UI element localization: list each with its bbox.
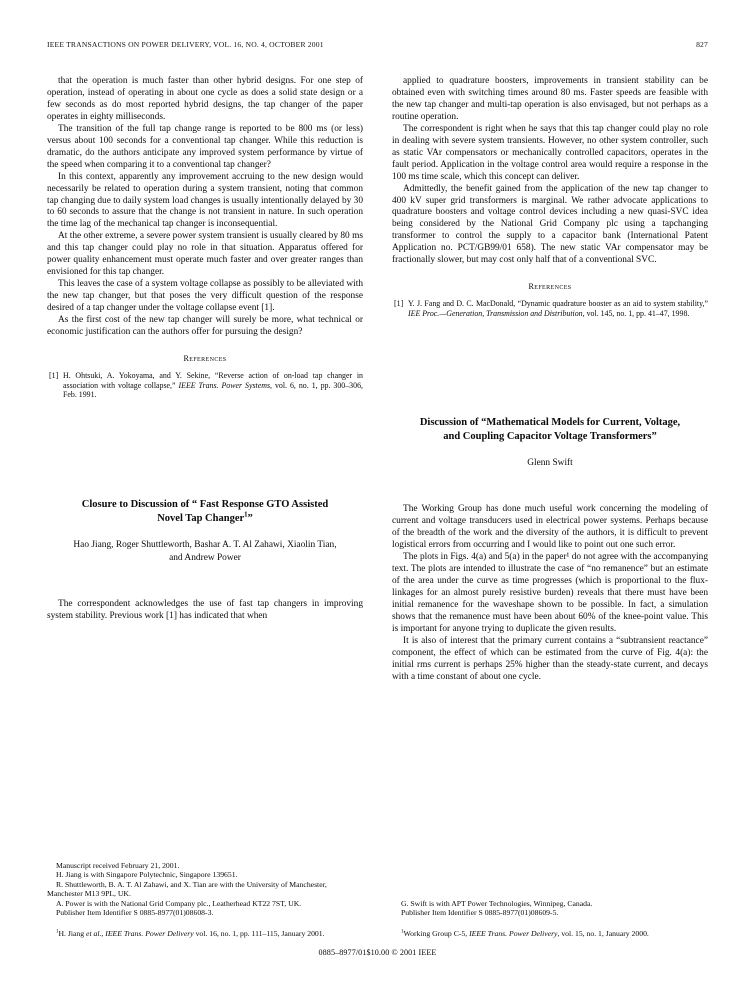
numbered-footnote-marker: 1 <box>56 928 59 934</box>
numbered-footnote-part: , vol. 15, no. 1, January 2000. <box>557 928 649 938</box>
numbered-footnote <box>392 929 708 939</box>
left-column-footnotes <box>47 861 363 939</box>
footnote-line: Publisher Item Identifier S 0885-8977(01)08608-3. <box>56 908 214 917</box>
paragraph: It is also of interest that the primary current contains a “subtransient reactance” component, the effect of which can be estimated from the curve of Fig. 4(a): the initial rms current is perhaps 25% higher than the steady-state current, and decays with a time constant of about one cycle. <box>392 635 708 682</box>
reference-item <box>392 299 708 318</box>
numbered-footnote-part: H. Jiang <box>58 928 87 938</box>
paragraph: that the operation is much faster than other hybrid designs. For one step of operation, instead of operating in about one cycle as does a solid state design or a few seconds as do most reported hybrid designs, the tap changer of the paper operates in eighty milliseconds. <box>47 76 363 122</box>
numbered-footnote-marker: 1 <box>401 928 404 934</box>
right-column-content <box>392 76 708 684</box>
two-column-body <box>47 76 708 938</box>
numbered-footnote-italic: et al. <box>86 928 102 938</box>
reference-text <box>408 299 708 318</box>
right-column-footnotes <box>392 899 708 939</box>
reference-item <box>47 371 363 400</box>
reference-text-part: H. Ohtsuki, A. Yokoyama, and Y. Sekine, “Reverse action of on-load tap changer in association with voltage collapse,” <box>63 370 363 390</box>
paragraph: As the first cost of the new tap changer will surely be more, what technical or economic justification can the authors offer for pursuing the design? <box>47 315 363 338</box>
references-heading: References <box>528 282 572 292</box>
reference-number: [1] <box>49 370 59 380</box>
paragraph: This leaves the case of a system voltage collapse as possibly to be alleviated with the new tap changer, but that poses the very difficult question of the response desired of a tap changer under the voltage collapse event [1]. <box>47 279 363 314</box>
reference-text-part: , vol. 145, no. 1, pp. 41–47, 1998. <box>582 308 690 318</box>
vertical-spacer <box>392 320 708 416</box>
paragraph: The plots in Figs. 4(a) and 5(a) in the paper¹ do not agree with the accompanying text. The plots are intended to illustrate the case of “no remanence” but an estimate of the area under the curve as time progresses (which is proportional to the flux-linkages for an almost purely resistive burden) reveals that there must have been initial remanence for the waveshape shown to be possible. In fact, a simulation shows that the remanence must have been about 60% of the knee-point value. This is important for anyone trying to duplicate the given results. <box>392 552 708 634</box>
closure-title-line-1: Closure to Discussion of “ Fast Response GTO Assisted <box>81 498 329 510</box>
numbered-footnote-italic: IEEE Trans. Power Delivery <box>469 928 558 938</box>
paragraph: The correspondent is right when he says that this tap changer could play no role in dealing with severe system transients. However, no other system controller, such as static VAr compensators or mechanically controlled capacitors, operates in the fault period. Application in the voltage control area would require a response in the 100 ms time scale, which this concept can deliver. <box>392 123 708 182</box>
reference-list <box>392 299 708 318</box>
footnote-line: H. Jiang is with Singapore Polytechnic, Singapore 139651. <box>56 870 238 879</box>
numbered-footnote-italic: IEEE Trans. Power Delivery <box>105 928 194 938</box>
copyright-line: 0885–8977/01$10.00 © 2001 IEEE <box>318 948 437 957</box>
paragraph: In this context, apparently any improvement accruing to the new design would necessarily be related to operation during a system transient, noting that common tap changing due to daily system load changes is usually intentionally delayed by 30 to 60 seconds to assure that the change is not transient in nature. In such operation the time lag of the mechanical tap changer is inconsequential. <box>47 171 363 230</box>
closure-authors-line-2: and Andrew Power <box>169 552 241 563</box>
footnote-line: G. Swift is with APT Power Technologies, Winnipeg, Canada. <box>401 898 593 908</box>
paragraph: The correspondent acknowledges the use of fast tap changers in improving system stability. Previous work [1] has indicated that when <box>47 598 363 621</box>
running-head <box>47 40 708 49</box>
vertical-spacer <box>392 470 708 504</box>
right-column <box>392 76 708 938</box>
footnote-line: Publisher Item Identifier S 0885-8977(01)08609-5. <box>401 908 559 917</box>
reference-text <box>63 371 363 400</box>
reference-text-part: Y. J. Fang and D. C. MacDonald, “Dynamic quadrature booster as an aid to system stability,” <box>408 299 708 309</box>
numbered-footnote-part: , <box>101 928 106 938</box>
numbered-footnote-part: vol. 16, no. 1, pp. 111–115, January 2001. <box>193 928 325 938</box>
discussion-title-line-1: Discussion of “Mathematical Models for Current, Voltage, <box>419 417 681 429</box>
closure-title-line-2: Novel Tap Changer <box>157 512 245 524</box>
closure-title-footnote-marker: 1 <box>244 511 248 519</box>
numbered-footnote-part: Working Group C-5, <box>403 928 470 938</box>
footnote-line: R. Shuttleworth, B. A. T. Al Zahawi, and X. Tian are with the University of Manchester, Manchester M13 9PL, UK. <box>47 879 327 898</box>
numbered-footnote <box>47 929 363 939</box>
closure-title <box>47 498 363 526</box>
vertical-spacer <box>47 565 363 599</box>
reference-number: [1] <box>394 299 404 309</box>
paragraph: The Working Group has done much useful work concerning the modeling of current and voltage transducers used in electrical power systems. Perhaps because of the breadth of the work and the diversity of the authors, it is difficult to prevent logistical errors from occurring and I would like to point out one such error. <box>392 504 708 551</box>
footnote-block <box>392 899 708 939</box>
left-column-content <box>47 76 363 623</box>
reference-list <box>47 371 363 400</box>
closure-authors <box>47 539 363 565</box>
footnote-block <box>47 861 363 939</box>
paragraph: The transition of the full tap change range is reported to be 800 ms (or less) versus about 100 seconds for a conventional tap changer. While this reduction is dramatic, do the authors anticipate any improved system performance by virtue of the speed when comparing it to a conventional tap changer? <box>47 123 363 170</box>
references-heading: References <box>183 353 227 363</box>
page-folio-number: 827 <box>696 40 708 49</box>
paragraph: At the other extreme, a severe power system transient is usually cleared by 80 ms and this tap changer could play no role in that situation. Apparatus offered for power quality enhancement must operate much faster and over greater ranges than envisioned for this tap changer. <box>47 231 363 278</box>
discussion-title-line-2: and Coupling Capacitor Voltage Transformers” <box>443 431 657 443</box>
paragraph: Admittedly, the benefit gained from the application of the new tap changer to 400 kV super grid transformers is marginal. We rather advocate applications to quadrature boosters and voltage control devices including a new quasi-SVC idea being considered by the National Grid Company plc using a tapchanging transformer to control the supply to a capacitor bank (International Patent Application no. PCT/GB99/01 658). The new static VAr compensator may be fractionally slower, but may cost only half that of a conventional SVC. <box>392 183 708 266</box>
footnote-line: Manuscript received February 21, 2001. <box>56 860 180 870</box>
reference-source-italic: IEEE Trans. Power Systems <box>178 380 271 390</box>
paragraph: applied to quadrature boosters, improvements in transient stability can be obtained even with switching times around 80 ms. Faster speeds are feasible with the new tap changer and multi-tap operation is also envisaged, but not perhaps as a routine operation. <box>392 76 708 122</box>
reference-source-italic: IEE Proc.—Generation, Transmission and Distribution <box>408 308 583 318</box>
vertical-spacer <box>47 402 363 498</box>
closure-title-line-2-suffix: ” <box>247 512 253 524</box>
footnote-separator-space <box>47 918 363 929</box>
reference-text-part: , vol. 6, no. 1, pp. 300–306, Feb. 1991. <box>63 380 363 400</box>
discussion-title <box>392 416 708 444</box>
discussion-author: Glenn Swift <box>527 458 573 469</box>
closure-authors-line-1: Hao Jiang, Roger Shuttleworth, Bashar A. T. Al Zahawi, Xiaolin Tian, <box>73 539 337 550</box>
footnote-line: A. Power is with the National Grid Company plc., Leatherhead KT22 7ST, UK. <box>56 898 302 908</box>
left-column <box>47 76 363 938</box>
running-head-journal: IEEE TRANSACTIONS ON POWER DELIVERY, VOL. 16, NO. 4, OCTOBER 2001 <box>47 40 324 49</box>
footnote-separator-space <box>392 918 708 929</box>
